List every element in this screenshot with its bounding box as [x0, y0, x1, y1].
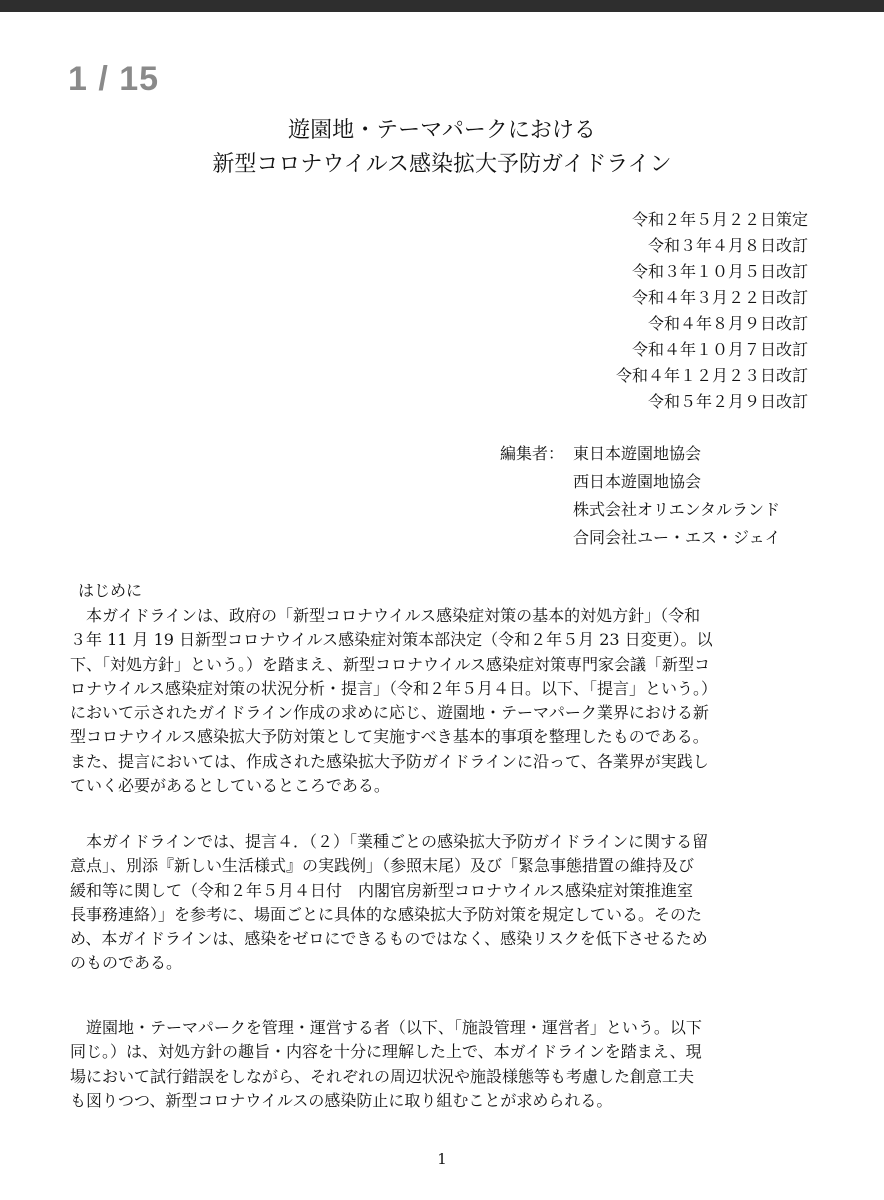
text-line: のものである。: [70, 953, 183, 973]
revision-date: 令和５年２月９日改訂: [647, 392, 808, 411]
revision-date: 令和２年５月２２日策定: [631, 210, 808, 229]
revision-date: 令和４年１２月２３日改訂: [615, 366, 808, 385]
text-line: ていく必要があるとしているところである。: [70, 776, 390, 796]
text-line: 場において試行錯誤をしながら、それぞれの周辺状況や施設様態等も考慮した創意工夫: [70, 1066, 695, 1086]
editors-block: [500, 440, 781, 552]
paragraph-3: [70, 1016, 815, 1113]
editor-name: 株式会社オリエンタルランド: [573, 500, 781, 519]
text-line: 長事務連絡）」を参考に、場面ごとに具体的な感染拡大予防対策を規定している。そのた: [70, 904, 703, 924]
revision-date: 令和４年３月２２日改訂: [631, 288, 808, 307]
text-line: も図りつつ、新型コロナウイルスの感染防止に取り組むことが求められる。: [70, 1090, 613, 1110]
text-line: 本ガイドラインでは、提言４．（２）「業種ごとの感染拡大予防ガイドラインに関する留: [70, 832, 709, 851]
revision-date: 令和４年８月９日改訂: [647, 314, 808, 333]
revision-date: 令和３年４月８日改訂: [647, 236, 808, 255]
text-line: において示されたガイドライン作成の求めに応じ、遊園地・テーマパーク業界における新: [70, 703, 709, 723]
viewer-top-bar: [0, 0, 884, 12]
intro-heading: はじめに: [78, 581, 143, 600]
revision-history: [616, 207, 808, 415]
text-line: 同じ。）は、対処方針の趣旨・内容を十分に理解した上で、本ガイドラインを踏まえ、現: [70, 1042, 702, 1062]
editor-row: [500, 468, 781, 496]
title-line: 新型コロナウイルス感染拡大予防ガイドライン: [212, 152, 672, 177]
revision-date: 令和４年１０月７日改訂: [631, 340, 808, 359]
paragraph-2: [70, 830, 815, 976]
document-title: [0, 114, 884, 182]
text-line: 下、「対処方針」という。）を踏まえ、新型コロナウイルス感染症対策専門家会議「新型コ: [70, 654, 711, 674]
editor-row: [500, 524, 781, 552]
text-line: ３年 11 月 19 日新型コロナウイルス感染症対策本部決定（令和２年５月 23 日変更）。以: [70, 630, 713, 650]
page-number: 1: [437, 1150, 447, 1168]
text-line: 緩和等に関して（令和２年５月４日付 内閣官房新型コロナウイルス感染症対策推進室: [70, 880, 694, 900]
text-line: 遊園地・テーマパークを管理・運営する者（以下、「施設管理・運営者」という。以下: [70, 1018, 702, 1037]
page-indicator: 1 / 15: [68, 60, 160, 98]
text-line: 型コロナウイルス感染拡大予防対策として実施すべき基本的事項を整理したものである。: [70, 727, 709, 747]
revision-date: 令和３年１０月５日改訂: [631, 262, 808, 281]
paragraph-1: [70, 604, 815, 798]
editor-row: [500, 440, 781, 468]
editor-name: 合同会社ユー・エス・ジェイ: [573, 528, 781, 547]
editor-name: 西日本遊園地協会: [573, 472, 702, 491]
text-line: め、本ガイドラインは、感染をゼロにできるものではなく、感染リスクを低下させるため: [70, 929, 708, 949]
text-line: ロナウイルス感染症対策の状況分析・提言」（令和２年５月４日。以下、「提言」という。）: [70, 678, 718, 698]
title-line: 遊園地・テーマパークにおける: [288, 118, 596, 143]
text-line: また、提言においては、作成された感染拡大予防ガイドラインに沿って、各業界が実践し: [70, 751, 709, 771]
editors-label: 編集者：: [500, 444, 565, 463]
text-line: 意点」、別添『新しい生活様式』の実践例」（参照末尾）及び「緊急事態措置の維持及び: [70, 856, 695, 876]
text-line: 本ガイドラインは、政府の「新型コロナウイルス感染症対策の基本的対処方針」（令和: [70, 606, 701, 625]
editor-name: 東日本遊園地協会: [573, 444, 702, 463]
editor-row: [500, 496, 781, 524]
